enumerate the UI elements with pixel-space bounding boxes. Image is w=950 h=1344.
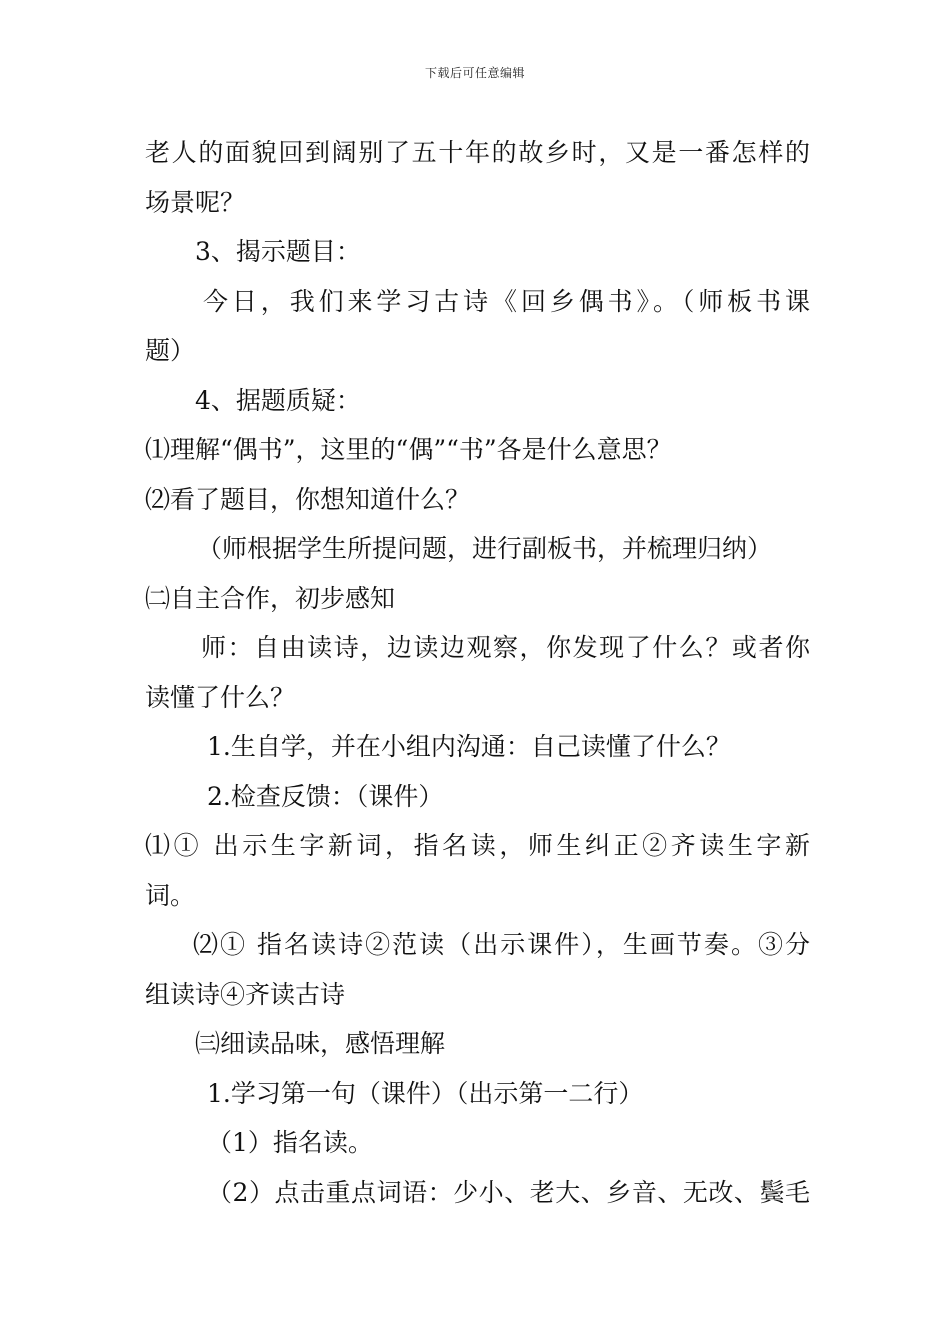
text-line: 师：自由读诗，边读边观察，你发现了什么？或者你 — [201, 633, 810, 662]
text-line: 2.检查反馈：（课件） — [207, 781, 444, 811]
text-line: （2）点击重点词语：少小、老大、乡音、无改、鬓毛 — [207, 1177, 810, 1207]
page-header: 下载后可任意编辑 — [424, 66, 525, 80]
text-line: 题） — [145, 336, 196, 365]
text-line: ⑵看了题目，你想知道什么？ — [145, 484, 471, 514]
text-line: 1.学习第一句（课件）（出示第一二行） — [207, 1078, 644, 1108]
text-line: 今日，我们来学习古诗《回乡偶书》。（师板书课 — [203, 286, 810, 316]
section-heading: 3、揭示题目： — [195, 237, 361, 266]
text-line: ⑴① 出示生字新词，指名读，师生纠正②齐读生字新 — [145, 831, 810, 860]
section-heading: ㈢细读品味，感悟理解 — [195, 1029, 446, 1058]
text-line: ⑴理解“偶书”，这里的“偶”“书”各是什么意思？ — [145, 435, 672, 464]
text-line: ⑵① 指名读诗②范读（出示课件），生画节奏。③分 — [193, 930, 810, 959]
text-line: 词。 — [145, 880, 196, 910]
text-line: 读懂了什么？ — [145, 682, 296, 712]
text-line: 老人的面貌回到阔别了五十年的故乡时，又是一番怎样的 — [145, 138, 810, 167]
section-heading: ㈡自主合作，初步感知 — [145, 583, 396, 613]
document-body — [145, 128, 810, 1217]
text-line: （1）指名读。 — [207, 1128, 373, 1157]
text-line: 组读诗④齐读古诗 — [145, 979, 346, 1009]
text-line: 场景呢？ — [145, 187, 246, 217]
text-line: 1.生自学，并在小组内沟通：自己读懂了什么？ — [207, 732, 731, 761]
section-heading: 4、据题质疑： — [195, 385, 361, 415]
text-line: （师根据学生所提问题，进行副板书，并梳理归纳） — [197, 534, 773, 563]
